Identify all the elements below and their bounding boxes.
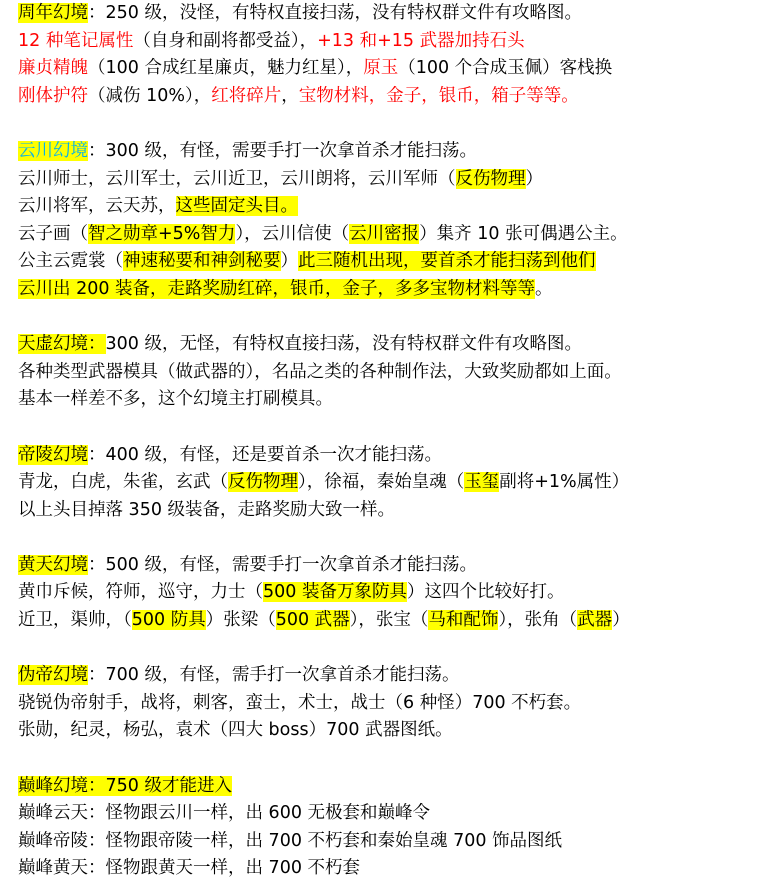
text-segment: （自身和副将都受益）， xyxy=(133,30,318,51)
highlighted-text: 反伤物理 xyxy=(228,472,298,493)
text-segment: 云川师士，云川军士，云川近卫，云川朗将，云川军师（ xyxy=(18,168,456,189)
text-segment: ：500 级，有怪，需要手打一次拿首杀才能扫荡。 xyxy=(88,554,477,575)
highlighted-text: 巅峰幻境：750 级才能进入 xyxy=(18,775,232,796)
text-line xyxy=(18,193,757,221)
blank-line xyxy=(18,110,757,138)
text-segment: ），张角（ xyxy=(498,610,578,631)
text-line xyxy=(18,579,757,607)
text-line xyxy=(18,442,757,470)
text-segment: 各种类型武器模具（做武器的），名品之类的各种制作法，大致奖励都如上面。 xyxy=(18,361,622,382)
text-line xyxy=(18,828,757,856)
text-segment: ， xyxy=(281,85,299,106)
text-segment: ），云川信使（ xyxy=(235,223,350,244)
blank-line xyxy=(18,414,757,442)
text-line xyxy=(18,386,757,414)
text-line xyxy=(18,469,757,497)
text-segment: 云子画（ xyxy=(18,223,88,244)
text-line xyxy=(18,662,757,690)
highlighted-text: 云川幻境 xyxy=(18,140,88,161)
text-segment: 刚体护符 xyxy=(18,85,88,106)
text-segment: 公主云霓裳（ xyxy=(18,251,123,272)
text-segment: ），张宝（ xyxy=(349,610,429,631)
highlighted-text: 马和配饰 xyxy=(428,610,499,631)
text-segment: ） xyxy=(612,610,630,631)
highlighted-text: 帝陵幻境 xyxy=(18,444,88,465)
highlighted-text: 伪帝幻境 xyxy=(18,665,88,686)
text-segment: ：400 级，有怪，还是要首杀一次才能扫荡。 xyxy=(88,444,442,465)
text-segment: ）集齐 10 张可偶遇公主。 xyxy=(419,223,628,244)
text-segment: 云川将军，云天苏， xyxy=(18,196,176,217)
text-line xyxy=(18,221,757,249)
text-segment: 原玉 xyxy=(363,58,399,79)
text-line xyxy=(18,497,757,525)
text-segment: ）这四个比较好打。 xyxy=(406,582,565,603)
text-segment: +13 和+15 武器加持石头 xyxy=(317,30,525,51)
highlighted-text: 智之勋章+5%智力 xyxy=(88,223,236,244)
text-line xyxy=(18,28,757,56)
text-line xyxy=(18,248,757,276)
highlighted-text: 神速秘要和神剑秘要 xyxy=(123,251,281,272)
text-line xyxy=(18,855,757,883)
text-line xyxy=(18,276,757,304)
highlighted-text: 反伤物理 xyxy=(455,168,526,189)
text-line xyxy=(18,0,757,28)
text-segment: 宝物材料，金子，银币，箱子等等。 xyxy=(298,85,579,106)
blank-line xyxy=(18,635,757,663)
text-line xyxy=(18,83,757,111)
text-line xyxy=(18,690,757,718)
text-segment: ） xyxy=(525,168,543,189)
text-segment: 张勋，纪灵，杨弘，袁术（四大 boss）700 武器图纸。 xyxy=(18,720,453,741)
text-segment: 青龙，白虎，朱雀，玄武（ xyxy=(18,472,228,493)
text-segment: ）张梁（ xyxy=(205,610,276,631)
highlighted-text: 玉玺 xyxy=(464,472,500,493)
text-segment: 黄巾斥候，符师，巡守，力士（ xyxy=(18,582,263,603)
text-segment: ：700 级，有怪，需手打一次拿首杀才能扫荡。 xyxy=(88,665,460,686)
highlighted-text: 黄天幻境 xyxy=(18,554,88,575)
highlighted-text: 此三随机出现，要首杀才能扫荡到他们 xyxy=(298,251,596,272)
text-segment: 廉贞精魄 xyxy=(18,58,88,79)
document-body xyxy=(18,0,757,883)
text-line xyxy=(18,800,757,828)
highlighted-text: 云川密报 xyxy=(349,223,420,244)
highlighted-text: 这些固定头目。 xyxy=(175,196,298,217)
text-line xyxy=(18,773,757,801)
text-segment: 红将碎片 xyxy=(211,85,282,106)
text-line xyxy=(18,607,757,635)
text-segment: ） xyxy=(280,251,298,272)
text-segment: ），徐福，秦始皇魂（ xyxy=(298,472,465,493)
highlighted-text: 500 武器 xyxy=(275,610,350,631)
text-line xyxy=(18,331,757,359)
text-segment: 近卫，渠帅，（ xyxy=(18,610,132,631)
text-segment: 巅峰帝陵：怪物跟帝陵一样，出 700 不朽套和秦始皇魂 700 饰品图纸 xyxy=(18,830,563,851)
text-segment: 。 xyxy=(535,278,553,299)
blank-line xyxy=(18,304,757,332)
highlighted-text: 武器 xyxy=(577,610,613,631)
blank-line xyxy=(18,524,757,552)
text-segment: 以上头目掉落 350 级装备，走路奖励大致一样。 xyxy=(18,499,396,520)
text-segment: 基本一样差不多，这个幻境主打刷模具。 xyxy=(18,389,333,410)
text-segment: 巅峰黄天：怪物跟黄天一样，出 700 不朽套 xyxy=(18,858,361,879)
highlighted-text: 500 装备万象防具 xyxy=(263,582,407,603)
text-segment: 骁锐伪帝射手，战将，刺客，蛮士，术士，战士（6 种怪）700 不朽套。 xyxy=(18,692,582,713)
text-line xyxy=(18,166,757,194)
highlighted-text: 云川出 200 装备，走路奖励红碎，银币，金子，多多宝物材料等等 xyxy=(18,278,536,299)
highlighted-text: 500 防具 xyxy=(131,610,206,631)
highlighted-text: 周年幻境 xyxy=(18,3,88,23)
text-line xyxy=(18,717,757,745)
text-segment: 12 种笔记属性 xyxy=(18,30,134,51)
highlighted-text: 天虚幻境： xyxy=(18,334,106,355)
text-segment: 副将+1%属性） xyxy=(499,472,630,493)
text-segment: 巅峰云天：怪物跟云川一样，出 600 无极套和巅峰令 xyxy=(18,803,431,824)
text-segment: （减伤 10%）， xyxy=(88,85,212,106)
text-segment: ：300 级，有怪，需要手打一次拿首杀才能扫荡。 xyxy=(88,140,477,161)
text-line xyxy=(18,552,757,580)
text-line xyxy=(18,55,757,83)
blank-line xyxy=(18,745,757,773)
text-line xyxy=(18,359,757,387)
text-segment: 300 级，无怪，有特权直接扫荡，没有特权群文件有攻略图。 xyxy=(105,334,582,355)
text-segment: （100 合成红星廉贞，魅力红星）， xyxy=(88,58,364,79)
text-line xyxy=(18,138,757,166)
text-segment: （100 个合成玉佩）客栈换 xyxy=(398,58,613,79)
text-segment: ：250 级，没怪，有特权直接扫荡，没有特权群文件有攻略图。 xyxy=(88,3,582,23)
